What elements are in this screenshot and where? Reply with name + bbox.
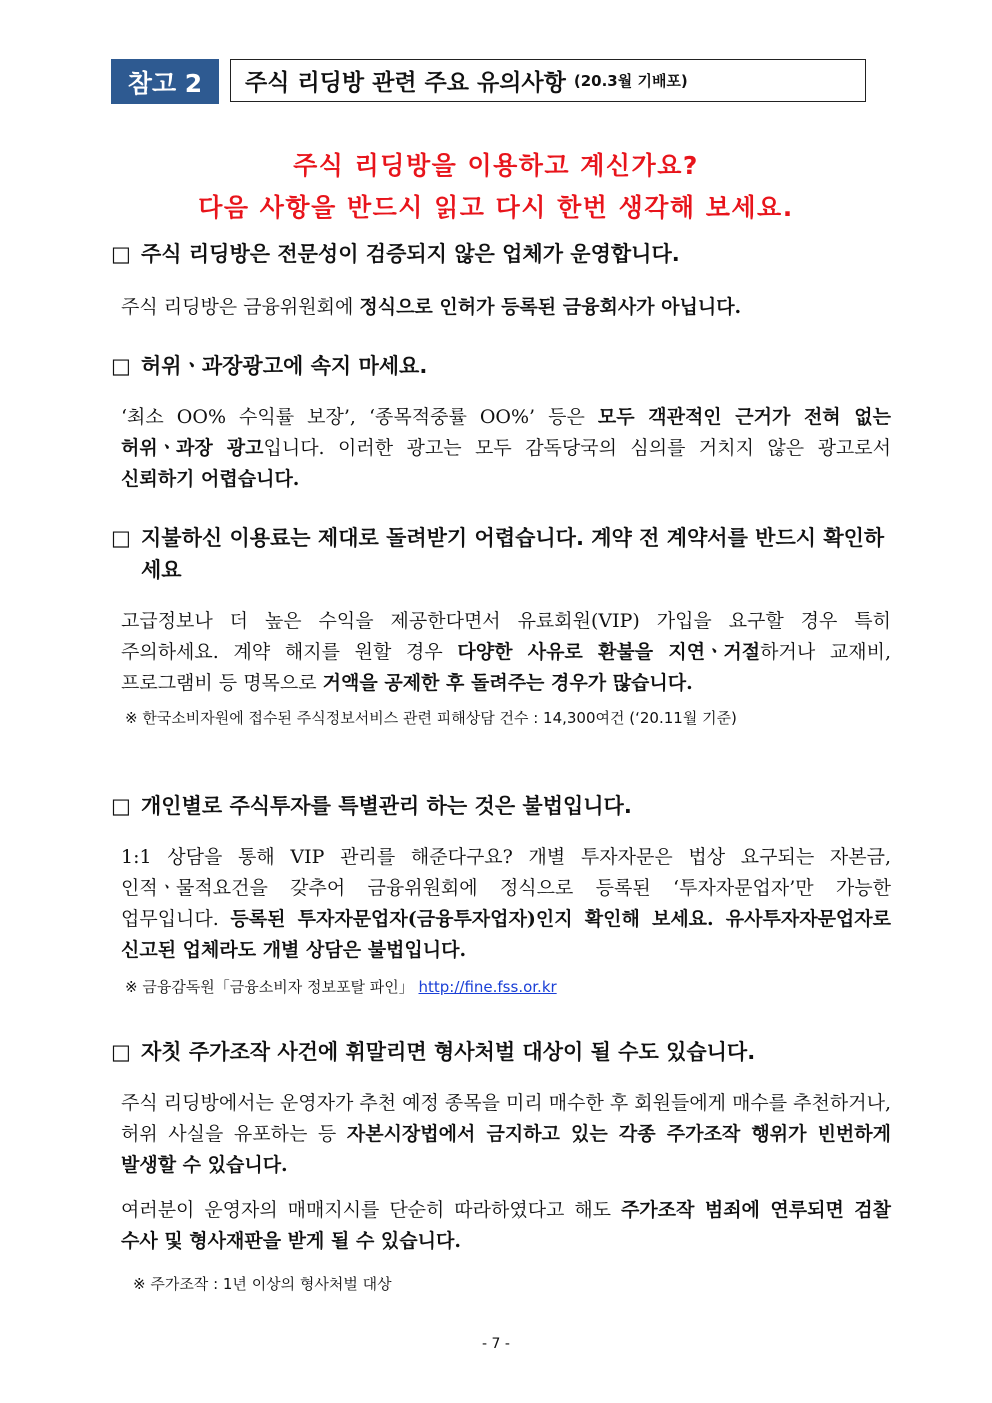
para-emphasis: 신뢰하기 어렵습니다. — [121, 468, 300, 490]
para-text: ‘최소 OO% 수익률 보장’, ‘종목적중률 OO%’ 등은 — [121, 406, 598, 428]
section-heading — [111, 1036, 891, 1068]
footnote — [111, 976, 891, 998]
section-paragraph — [111, 1088, 891, 1181]
page-number: - 7 - — [482, 1336, 510, 1352]
checkbox-icon: □ — [111, 242, 131, 266]
section-paragraph — [111, 842, 891, 966]
section-paragraph — [111, 1195, 891, 1257]
heading-text: 허위ㆍ과장광고에 속지 마세요. — [141, 354, 428, 378]
heading-text: 주식 리딩방은 전문성이 검증되지 않은 업체가 운영합니다. — [141, 242, 680, 266]
para-emphasis: 정식으로 인허가 등록된 금융회사가 아닙니다. — [359, 296, 742, 318]
heading-text: 자칫 주가조작 사건에 휘말리면 형사처벌 대상이 될 수도 있습니다. — [141, 1040, 756, 1064]
para-text: 하거나 교재비, 프로그램비 등 명목으로 — [121, 641, 891, 694]
section-paragraph — [111, 402, 891, 495]
page-title: 주식 리딩방 관련 주요 유의사항 — [245, 70, 566, 96]
para-text: 주식 리딩방에서는 운영자가 추천 예정 종목을 미리 매수한 후 회원들에게 매수를 추천하거나, 허위 사실을 유포하는 등 — [121, 1092, 891, 1145]
heading-text: 개인별로 주식투자를 특별관리 하는 것은 불법입니다. — [141, 794, 632, 818]
para-text: 여러분이 운영자의 매매지시를 단순히 따라하였다고 해도 — [121, 1199, 621, 1221]
checkbox-icon: □ — [111, 1040, 131, 1064]
intro-warning — [0, 145, 992, 229]
para-text: 주식 리딩방은 금융위원회에 — [121, 296, 360, 318]
para-text: 입니다. 이러한 광고는 모두 감독당국의 심의를 거치지 않은 광고로서 — [263, 437, 891, 459]
para-text: 고급정보나 더 높은 수익을 제공한다면서 유료회원(VIP) 가입을 요구할 경우 특히 주의하세요. 계약 해지를 원할 경우 — [121, 610, 891, 663]
section-1 — [111, 238, 891, 323]
footnote-text: ※ 금융감독원「금융소비자 정보포탈 파인」 — [125, 978, 414, 996]
section-heading — [111, 350, 891, 382]
section-paragraph — [111, 606, 891, 699]
section-heading — [111, 790, 891, 822]
fine-portal-link[interactable]: http://fine.fss.or.kr — [418, 978, 557, 996]
para-emphasis: 등록된 투자자문업자(금융투자업자)인지 확인해 보세요. 유사투자자문업자로 신고된 업체라도 개별 상담은 불법입니다. — [121, 908, 891, 961]
para-emphasis: 거액을 공제한 후 돌려주는 경우가 많습니다. — [322, 672, 693, 694]
section-2 — [111, 350, 891, 495]
intro-line-1: 주식 리딩방을 이용하고 계신가요? — [293, 151, 699, 180]
para-emphasis: 주가조작 범죄에 연루되면 검찰 수사 및 형사재판을 받게 될 수 있습니다. — [121, 1199, 891, 1252]
footnote: ※ 주가조작 : 1년 이상의 형사처벌 대상 — [133, 1275, 392, 1293]
checkbox-icon: □ — [111, 354, 131, 378]
heading-text: 지불하신 이용료는 제대로 돌려받기 어렵습니다. 계약 전 계약서를 반드시 확인하세요 — [141, 526, 885, 582]
section-5 — [111, 1036, 891, 1295]
footnote: ※ 한국소비자원에 접수된 주식정보서비스 관련 피해상담 건수 : 14,300여건 (‘20.11월 기준) — [125, 709, 737, 727]
section-tag: 참고 2 — [111, 59, 219, 104]
para-text: 1:1 상담을 통해 VIP 관리를 해준다구요? 개별 투자자문은 법상 요구되는 자본금, 인적ㆍ물적요건을 갖추어 금융위원회에 정식으로 등록된 ‘투자자문업자’만 가능한 업무입니다. — [121, 846, 891, 930]
page-subtitle: (20.3월 기배포) — [573, 72, 688, 90]
checkbox-icon: □ — [111, 526, 131, 550]
section-heading — [111, 238, 891, 270]
para-emphasis: 모두 객관적인 근거가 전혀 없는 허위ㆍ과장 광고 — [121, 406, 891, 459]
para-emphasis: 자본시장법에서 금지하고 있는 각종 주가조작 행위가 빈번하게 발생할 수 있습니다. — [121, 1123, 891, 1176]
section-heading — [111, 522, 891, 586]
section-3 — [111, 522, 891, 729]
page-title-box — [230, 59, 866, 102]
section-4 — [111, 790, 891, 998]
intro-line-2: 다음 사항을 반드시 읽고 다시 한번 생각해 보세요. — [198, 193, 794, 222]
para-emphasis: 다양한 사유로 환불을 지연ㆍ거절 — [457, 641, 761, 663]
checkbox-icon: □ — [111, 794, 131, 818]
section-paragraph — [111, 292, 891, 323]
